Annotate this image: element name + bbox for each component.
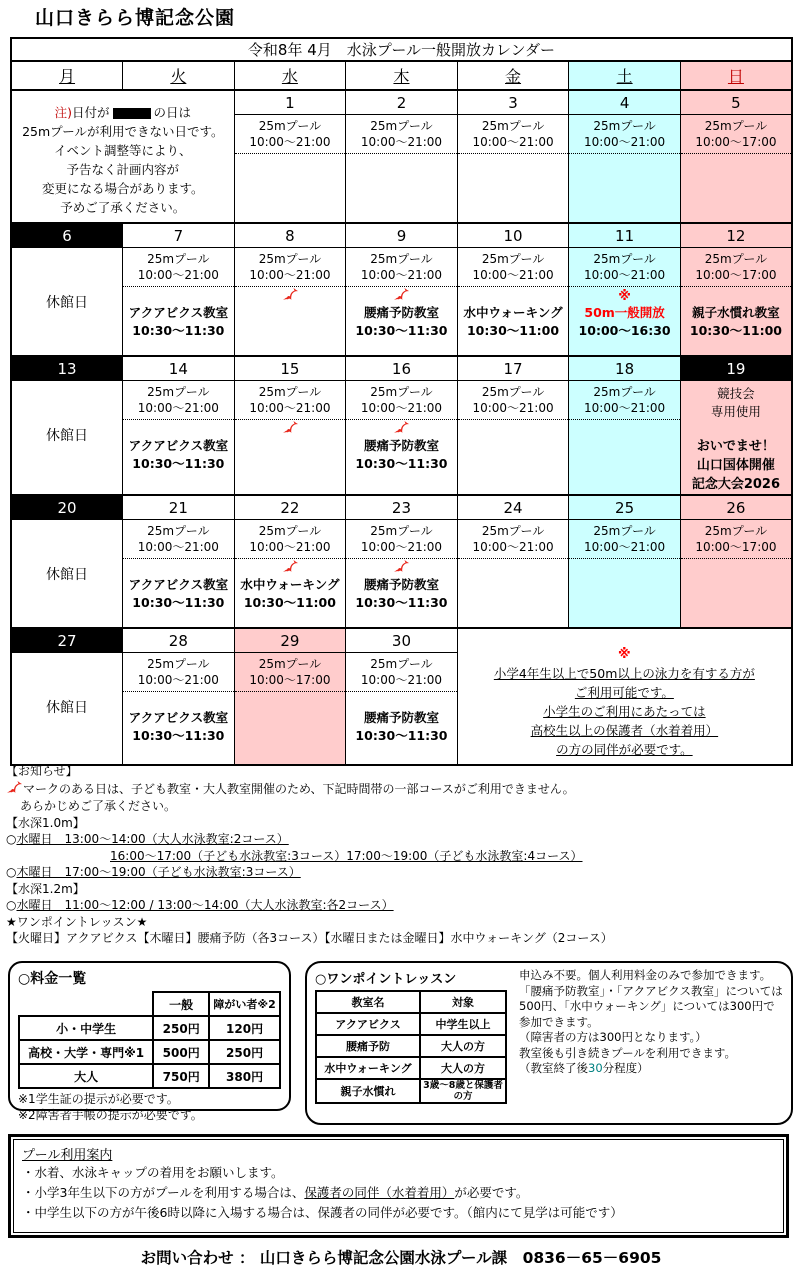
pool-block	[235, 381, 346, 420]
pool-block	[458, 115, 569, 154]
date-number: 6	[12, 224, 122, 248]
special-line: 専用使用	[710, 404, 761, 419]
date-number: 29	[235, 629, 346, 653]
date-number: 4	[569, 91, 680, 115]
mark-zone	[235, 154, 346, 171]
depth-1m-heading: 【水深1.0m】	[6, 815, 85, 830]
calendar-closed-cell	[11, 356, 123, 495]
thursday-schedule: ○木曜日 17:00～19:00（子ども水泳教室:3コース）	[6, 865, 301, 879]
pool-guide-box	[8, 1134, 789, 1238]
pool-guide-title: プール利用案内	[22, 1148, 113, 1163]
note-mark: 注)	[54, 105, 72, 120]
calendar-day-cell	[457, 495, 569, 628]
date-number: 8	[235, 224, 346, 248]
pool-block	[569, 520, 680, 559]
pool-block	[569, 115, 680, 154]
special-use-text	[681, 381, 791, 494]
pool-block	[235, 248, 346, 287]
lesson-desc-4: （教室終了後30分程度）	[519, 1061, 649, 1075]
calendar-day-cell	[234, 495, 346, 628]
pool-hours: 10:00～21:00	[360, 268, 443, 282]
pool-block	[346, 115, 457, 154]
mark-zone	[681, 287, 791, 304]
dolphin-icon	[346, 559, 457, 576]
wednesday-schedule-1: ○水曜日 13:00～14:00（大人水泳教室:2コース）	[6, 832, 289, 846]
black-date-swatch	[113, 108, 151, 119]
calendar-day-cell	[569, 90, 681, 223]
pool-calendar-table	[10, 37, 793, 766]
date-number: 23	[346, 496, 457, 520]
dolphin-icon	[346, 287, 457, 304]
calendar-day-cell	[680, 495, 792, 628]
date-number: 17	[458, 357, 569, 381]
pool-block	[681, 115, 791, 154]
lesson-desc-2: （障害者の方は300円となります。）	[519, 1030, 707, 1044]
calendar-week-row	[11, 495, 792, 628]
pool-hours: 10:00～17:00	[695, 268, 777, 282]
mark-zone	[346, 154, 457, 171]
asterisk-mark: ※	[618, 289, 631, 304]
asterisk-mark: ※	[618, 647, 631, 662]
date-number: 11	[569, 224, 680, 248]
pool-hours: 10:00～21:00	[360, 401, 443, 415]
pool-hours: 10:00～21:00	[584, 268, 666, 282]
calendar-week-row	[11, 356, 792, 495]
pool-hours: 10:00～21:00	[360, 135, 443, 149]
pool-hours: 10:00～21:00	[249, 135, 331, 149]
event-time: 10:00～16:30	[578, 323, 671, 338]
mark-zone	[123, 287, 234, 304]
one-point-lesson-days: 【火曜日】アクアビクス【木曜日】腰痛予防（各3コース）【水曜日または金曜日】水中ウォーキング（2コース）	[6, 931, 613, 945]
calendar-day-cell	[569, 356, 681, 495]
date-number: 24	[458, 496, 569, 520]
pool-name: 25mプール	[370, 385, 433, 399]
pool-hours: 10:00～21:00	[584, 401, 666, 415]
day-header-4	[346, 61, 458, 90]
event-name: 腰痛予防教室	[363, 438, 439, 453]
pool-hours: 10:00～21:00	[137, 401, 219, 415]
dolphin-icon	[235, 287, 346, 304]
pool-name: 25mプール	[481, 524, 545, 538]
event-name: 腰痛予防教室	[363, 577, 439, 592]
pool-block	[458, 248, 569, 287]
day-header-1	[11, 61, 123, 90]
pool-name: 25mプール	[258, 385, 322, 399]
fee-table	[18, 991, 281, 1089]
calendar-day-cell	[680, 90, 792, 223]
event-time: 10:30～11:30	[355, 595, 448, 610]
fee-cell: 500円	[153, 1040, 209, 1064]
pool-hours: 10:00～21:00	[472, 401, 554, 415]
date-number: 15	[235, 357, 346, 381]
calendar-day-cell	[346, 628, 458, 765]
calendar-day-cell	[234, 628, 346, 765]
date-number: 3	[458, 91, 569, 115]
lesson-cell: 3歳～8歳と保護者の方	[420, 1079, 506, 1103]
calendar-day-cell	[457, 223, 569, 356]
one-point-lesson-box	[305, 961, 793, 1125]
event-time: 10:30～11:00	[689, 323, 782, 338]
mark-zone	[458, 420, 569, 437]
pool-block	[235, 653, 346, 692]
lesson-cell: 親子水慣れ	[316, 1079, 420, 1103]
pool-name: 25mプール	[481, 252, 545, 266]
date-number: 20	[12, 496, 122, 520]
pool-block	[123, 653, 234, 692]
mark-zone	[123, 692, 234, 709]
pool-name: 25mプール	[147, 524, 210, 538]
date-number: 12	[681, 224, 791, 248]
day-header-label: 金	[505, 67, 522, 86]
fee-row	[19, 1040, 280, 1064]
pool-name: 25mプール	[704, 252, 768, 266]
special-bold-line: おいでませ！	[696, 439, 775, 454]
pool-hours: 10:00～17:00	[695, 135, 777, 149]
mark-zone	[681, 559, 791, 576]
dolphin-icon	[235, 559, 346, 576]
date-number: 27	[12, 629, 122, 653]
lesson-row	[316, 1013, 506, 1035]
pool-block	[346, 381, 457, 420]
special-line: 競技会	[717, 386, 755, 401]
pool-block	[681, 520, 791, 559]
day-header-7	[680, 61, 792, 90]
event-name: 水中ウォーキング	[463, 305, 563, 320]
event-name: アクアビクス教室	[128, 305, 229, 320]
closed-label: 休館日	[46, 428, 89, 444]
mark-zone	[458, 559, 569, 576]
fee-cell: 250円	[153, 1016, 209, 1040]
fee-note-1: ※1学生証の提示が必要です。	[18, 1092, 179, 1106]
depth-12m-heading: 【水深1.2m】	[6, 881, 85, 896]
lesson-cell: 水中ウォーキング	[316, 1057, 420, 1079]
announcements-line2: あらかじめご了承ください。	[20, 799, 177, 813]
calendar-day-cell	[123, 356, 235, 495]
calendar-day-cell	[234, 223, 346, 356]
mark-zone	[569, 420, 680, 437]
fifty-m-note-line: 小学4年生以上で50m以上の泳力を有する方が	[493, 666, 755, 681]
date-number: 1	[235, 91, 346, 115]
pool-name: 25mプール	[593, 119, 656, 133]
calendar-special-cell	[680, 356, 792, 495]
fee-header-cell	[19, 992, 153, 1016]
fifty-m-note-text	[458, 629, 791, 759]
event-name: 腰痛予防教室	[363, 710, 439, 725]
date-number: 13	[12, 357, 122, 381]
calendar-day-cell	[234, 90, 346, 223]
calendar-week-row	[11, 223, 792, 356]
fee-box-title: ○料金一覧	[18, 971, 87, 987]
fee-row	[19, 1016, 280, 1040]
pool-hours: 10:00～21:00	[584, 540, 666, 554]
day-header-label: 水	[281, 67, 298, 86]
calendar-day-cell	[569, 223, 681, 356]
date-number: 7	[123, 224, 234, 248]
fee-cell: 高校・大学・専門※1	[19, 1040, 153, 1064]
fifty-m-note-line: ご利用可能です。	[574, 685, 674, 700]
event-time: 10:30～11:30	[132, 456, 225, 471]
lesson-cell: 腰痛予防	[316, 1035, 420, 1057]
pool-name: 25mプール	[593, 252, 656, 266]
calendar-closed-cell	[11, 628, 123, 765]
pool-block	[346, 520, 457, 559]
day-header-2	[123, 61, 235, 90]
pool-name: 25mプール	[481, 119, 545, 133]
calendar-day-cell	[123, 628, 235, 765]
lesson-row	[316, 1057, 506, 1079]
pool-name: 25mプール	[593, 385, 656, 399]
pool-hours: 10:00～21:00	[249, 268, 331, 282]
calendar-title: 令和8年 4月 水泳プール一般開放カレンダー	[11, 38, 792, 61]
pool-name: 25mプール	[704, 524, 768, 538]
pool-block	[346, 248, 457, 287]
closed-label: 休館日	[46, 567, 89, 583]
fifty-m-note-line: 小学生のご利用にあたっては	[543, 704, 706, 719]
lesson-description	[511, 968, 783, 1104]
event-name: アクアビクス教室	[128, 710, 229, 725]
note-line: 予告なく計画内容が	[66, 162, 180, 177]
pool-hours: 10:00～21:00	[249, 540, 331, 554]
note-line: 25mプールが利用できない日です。	[22, 124, 224, 139]
date-number: 19	[681, 357, 791, 381]
lesson-header-row	[316, 991, 506, 1013]
special-bold-line: 山口国体開催	[696, 458, 775, 473]
calendar-day-cell	[569, 495, 681, 628]
dolphin-icon	[235, 420, 346, 437]
pool-name: 25mプール	[593, 524, 656, 538]
lesson-desc-1: 申込み不要。個人利用料金のみで参加できます。「腰痛予防教室」・「アクアビクス教室」については500円、「水中ウォーキング」については300円で参加できます。	[519, 968, 783, 1029]
calendar-day-header-row	[11, 61, 792, 90]
day-header-label: 火	[170, 67, 187, 86]
event-name: 水中ウォーキング	[240, 577, 340, 592]
event-name: アクアビクス教室	[128, 438, 229, 453]
pool-hours: 10:00～21:00	[360, 540, 443, 554]
wednesday-schedule-2: ○水曜日 11:00～12:00 / 13:00～14:00（大人水泳教室:各2コース）	[6, 898, 394, 912]
pool-hours: 10:00～21:00	[249, 401, 331, 415]
lesson-header-cell: 教室名	[316, 991, 420, 1013]
calendar-day-cell	[123, 495, 235, 628]
pool-name: 25mプール	[258, 252, 322, 266]
calendar-note-text	[12, 91, 234, 217]
calendar-closed-cell	[11, 223, 123, 356]
pool-name: 25mプール	[704, 119, 768, 133]
day-header-6	[569, 61, 681, 90]
mark-zone	[681, 154, 791, 171]
guide-item-3: ・中学生以下の方が午後6時以降に入場する場合は、保護者の同伴が必要です。（館内にて見学は可能です）	[22, 1205, 623, 1220]
note-line: 変更になる場合があります。	[42, 181, 204, 196]
lesson-row	[316, 1079, 506, 1103]
event-name: 50m一般開放	[584, 305, 665, 320]
event-time: 10:30～11:00	[243, 595, 336, 610]
pool-name: 25mプール	[370, 119, 433, 133]
fee-header-row	[19, 992, 280, 1016]
fee-cell: 750円	[153, 1064, 209, 1088]
pool-name: 25mプール	[370, 657, 433, 671]
day-header-label: 月	[59, 67, 76, 86]
pool-name: 25mプール	[481, 385, 545, 399]
pool-block	[458, 520, 569, 559]
pool-hours: 10:00～21:00	[137, 540, 219, 554]
day-header-3	[234, 61, 346, 90]
fee-cell: 250円	[209, 1040, 280, 1064]
event-time: 10:30～11:30	[355, 323, 448, 338]
calendar-closed-cell	[11, 495, 123, 628]
event-time: 10:30～11:30	[132, 323, 225, 338]
date-number: 2	[346, 91, 457, 115]
mark-zone	[235, 692, 346, 709]
event-time: 10:30～11:30	[132, 595, 225, 610]
date-number: 26	[681, 496, 791, 520]
pool-name: 25mプール	[370, 524, 433, 538]
pool-hours: 10:00～21:00	[472, 135, 554, 149]
pool-block	[235, 115, 346, 154]
lesson-header-cell: 対象	[420, 991, 506, 1013]
lesson-cell: アクアビクス	[316, 1013, 420, 1035]
pool-block	[458, 381, 569, 420]
lesson-box-title: ○ワンポイントレッスン	[315, 972, 457, 987]
pool-block	[569, 248, 680, 287]
lesson-table	[315, 990, 507, 1104]
date-number: 18	[569, 357, 680, 381]
fee-cell: 120円	[209, 1016, 280, 1040]
calendar-title-row	[11, 38, 792, 61]
date-number: 9	[346, 224, 457, 248]
calendar-day-cell	[123, 223, 235, 356]
fee-header-cell: 一般	[153, 992, 209, 1016]
date-number: 14	[123, 357, 234, 381]
mark-zone	[346, 692, 457, 709]
pool-hours: 10:00～21:00	[472, 268, 554, 282]
mark-zone	[569, 154, 680, 171]
guide-item-2: ・小学3年生以下の方がプールを利用する場合は、保護者の同伴（水着着用）が必要です。	[22, 1185, 529, 1200]
calendar-day-cell	[346, 495, 458, 628]
contact-line: お問い合わせ ： 山口きらら博記念公園水泳プール課 0836－65－6905	[140, 1249, 662, 1267]
lesson-row	[316, 1035, 506, 1057]
event-name: アクアビクス教室	[128, 577, 229, 592]
wednesday-schedule-1b: 16:00～17:00（子ども水泳教室:3コース）17:00～19:00（子ども水泳教室:4コース）	[110, 848, 583, 863]
pool-hours: 10:00～21:00	[137, 673, 219, 687]
mark-zone	[123, 559, 234, 576]
mark-zone	[458, 287, 569, 304]
date-number: 10	[458, 224, 569, 248]
lesson-cell: 大人の方	[420, 1057, 506, 1079]
pool-hours: 10:00～17:00	[695, 540, 777, 554]
pool-name: 25mプール	[147, 385, 210, 399]
calendar-day-cell	[234, 356, 346, 495]
event-time: 10:30～11:30	[355, 728, 448, 743]
event-name: 親子水慣れ教室	[692, 305, 780, 320]
day-header-5	[457, 61, 569, 90]
pool-block	[123, 520, 234, 559]
fee-note-2: ※2障害者手帳の提示が必要です。	[18, 1108, 203, 1122]
calendar-day-cell	[457, 90, 569, 223]
pool-name: 25mプール	[258, 524, 322, 538]
fee-header-cell: 障がい者※2	[209, 992, 280, 1016]
calendar-day-cell	[346, 223, 458, 356]
fifty-m-note-cell	[457, 628, 792, 765]
day-header-label: 木	[393, 67, 410, 86]
pool-hours: 10:00～21:00	[472, 540, 554, 554]
pool-hours: 10:00～21:00	[584, 135, 666, 149]
event-time: 10:30～11:00	[466, 323, 560, 338]
pool-name: 25mプール	[147, 252, 210, 266]
date-number: 5	[681, 91, 791, 115]
day-header-label: 土	[616, 67, 633, 86]
event-name: 腰痛予防教室	[363, 305, 439, 320]
special-bold-line: 記念大会2026	[691, 477, 781, 492]
fee-cell: 小・中学生	[19, 1016, 153, 1040]
dolphin-icon	[346, 420, 457, 437]
pool-block	[123, 381, 234, 420]
mark-zone	[123, 420, 234, 437]
date-number: 30	[346, 629, 457, 653]
pool-block	[346, 653, 457, 692]
event-time: 10:30～11:30	[355, 456, 448, 471]
calendar-day-cell	[346, 356, 458, 495]
date-number: 28	[123, 629, 234, 653]
fee-cell: 380円	[209, 1064, 280, 1088]
announcements-heading: 【お知らせ】	[6, 764, 78, 778]
fee-row	[19, 1064, 280, 1088]
lesson-cell: 大人の方	[420, 1035, 506, 1057]
pool-name: 25mプール	[370, 252, 433, 266]
mark-zone	[569, 559, 680, 576]
guide-item-1: ・水着、水泳キャップの着用をお願いします。	[22, 1165, 284, 1180]
day-header-label: 日	[727, 67, 744, 86]
calendar-day-cell	[346, 90, 458, 223]
dolphin-mark-note: マークのある日は、子ども教室・大人教室開催のため、下記時間帯の一部コースがご利用できません。	[6, 780, 798, 799]
fifty-m-note-line: の方の同伴が必要です。	[556, 742, 693, 757]
lesson-cell: 中学生以上	[420, 1013, 506, 1035]
calendar-week-row	[11, 628, 792, 765]
dolphin-icon	[6, 780, 22, 799]
closed-label: 休館日	[46, 700, 89, 716]
pool-block	[569, 381, 680, 420]
pool-name: 25mプール	[258, 657, 322, 671]
pool-block	[235, 520, 346, 559]
pool-hours: 10:00～21:00	[360, 673, 443, 687]
pool-name: 25mプール	[258, 119, 322, 133]
mark-zone	[458, 154, 569, 171]
pool-hours: 10:00～21:00	[137, 268, 219, 282]
note-line: イベント調整等により、	[54, 143, 192, 158]
calendar-note-cell	[11, 90, 234, 223]
date-number: 21	[123, 496, 234, 520]
announcements-section	[6, 763, 798, 947]
fifty-m-note-line: 高校生以上の保護者（水着着用）	[530, 723, 719, 738]
note-line-1: 注)日付が の日は	[54, 105, 192, 120]
one-point-lesson-star: ★ワンポイントレッスン★	[6, 914, 148, 929]
calendar-day-cell	[680, 223, 792, 356]
lesson-desc-3: 教室後も引き続きプールを利用できます。	[519, 1045, 737, 1060]
pool-hours: 10:00～17:00	[249, 673, 331, 687]
fee-cell: 大人	[19, 1064, 153, 1088]
calendar-week-row	[11, 90, 792, 223]
pool-block	[681, 248, 791, 287]
pool-name: 25mプール	[147, 657, 210, 671]
fee-box	[8, 961, 291, 1122]
closed-label: 休館日	[46, 295, 89, 311]
page-title: 山口きらら博記念公園	[35, 7, 236, 29]
date-number: 16	[346, 357, 457, 381]
calendar-day-cell	[457, 356, 569, 495]
date-number: 22	[235, 496, 346, 520]
event-time: 10:30～11:30	[132, 728, 225, 743]
pool-block	[123, 248, 234, 287]
date-number: 25	[569, 496, 680, 520]
note-line: 予めご了承ください。	[60, 200, 186, 215]
